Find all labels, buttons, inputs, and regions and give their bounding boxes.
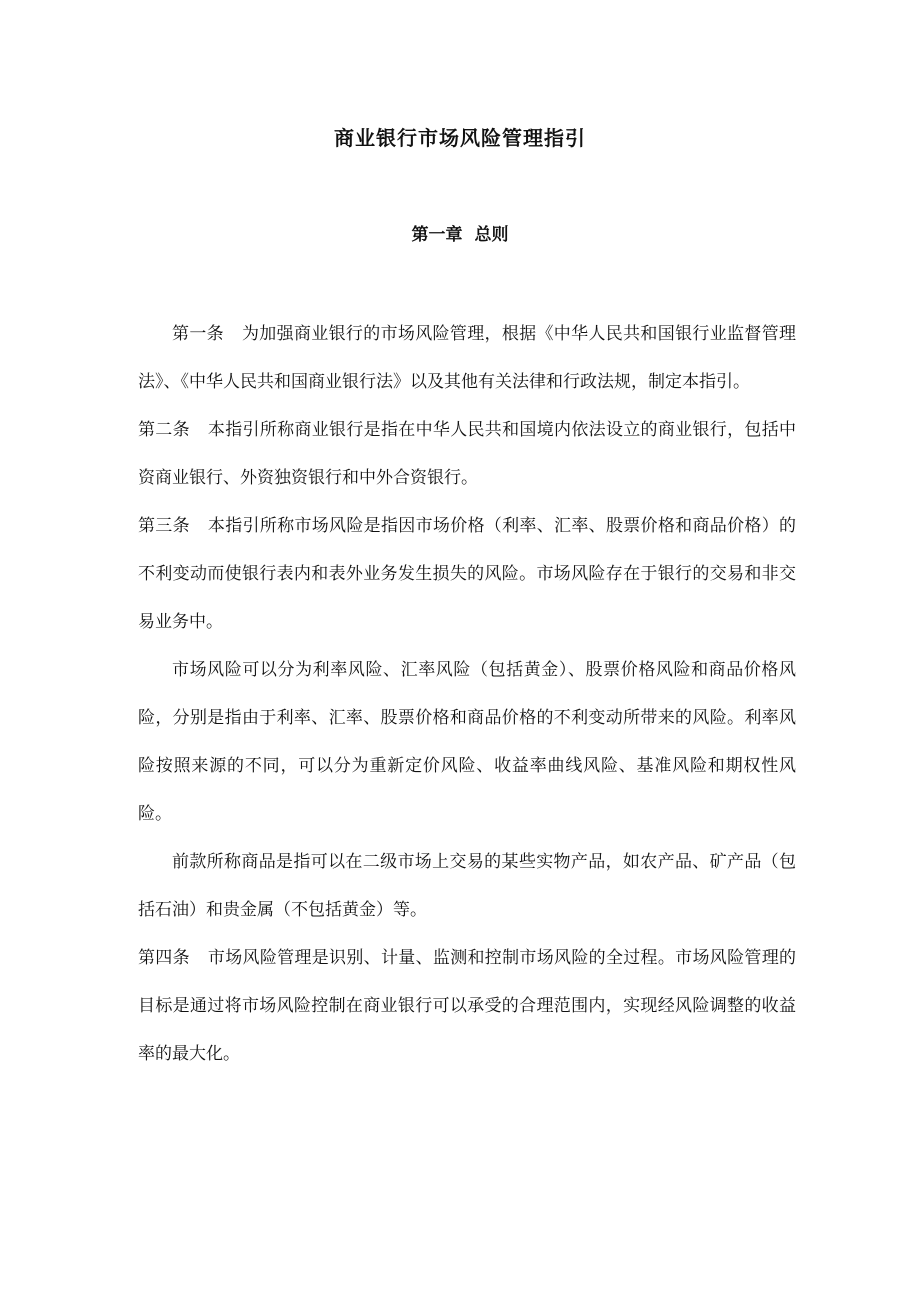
chapter-title: 第一章 总则 (411, 225, 509, 245)
article-2-text: 本指引所称商业银行是指在中华人民共和国境内依法设立的商业银行，包括中资商业银行、外资独资银行和中外合资银行。 (138, 420, 797, 488)
document-title: 商业银行市场风险管理指引 (334, 126, 586, 150)
article-1-label: 第一条 (172, 324, 224, 344)
article-2-label: 第二条 (138, 420, 190, 440)
article-1-text: 为加强商业银行的市场风险管理，根据《中华人民共和国银行业监督管理法》、《中华人民共和国商业银行法》以及其他有关法律和行政法规，制定本指引。 (138, 324, 797, 392)
article-3-paragraph-2: 市场风险可以分为利率风险、汇率风险（包括黄金）、股票价格风险和商品价格风险，分别是指由于利率、汇率、股票价格和商品价格的不利变动所带来的风险。利率风险按照来源的不同，可以分为重新定价风险、收益率曲线风险、基准风险和期权性风险。 (138, 660, 796, 824)
article-4 (138, 934, 796, 1078)
article-3-label: 第三条 (138, 516, 190, 536)
article-2 (138, 406, 796, 502)
article-3-paragraph-3: 前款所称商品是指可以在二级市场上交易的某些实物产品，如农产品、矿产品（包括石油）和贵金属（不包括黄金）等。 (138, 852, 796, 920)
article-1 (138, 310, 796, 406)
article-3-text: 本指引所称市场风险是指因市场价格（利率、汇率、股票价格和商品价格）的不利变动而使银行表内和表外业务发生损失的风险。市场风险存在于银行的交易和非交易业务中。 (138, 516, 797, 632)
article-3 (138, 502, 796, 646)
article-4-text: 市场风险管理是识别、计量、监测和控制市场风险的全过程。市场风险管理的目标是通过将市场风险控制在商业银行可以承受的合理范围内，实现经风险调整的收益率的最大化。 (138, 948, 797, 1064)
document-body (138, 310, 796, 1078)
article-4-label: 第四条 (138, 948, 190, 968)
